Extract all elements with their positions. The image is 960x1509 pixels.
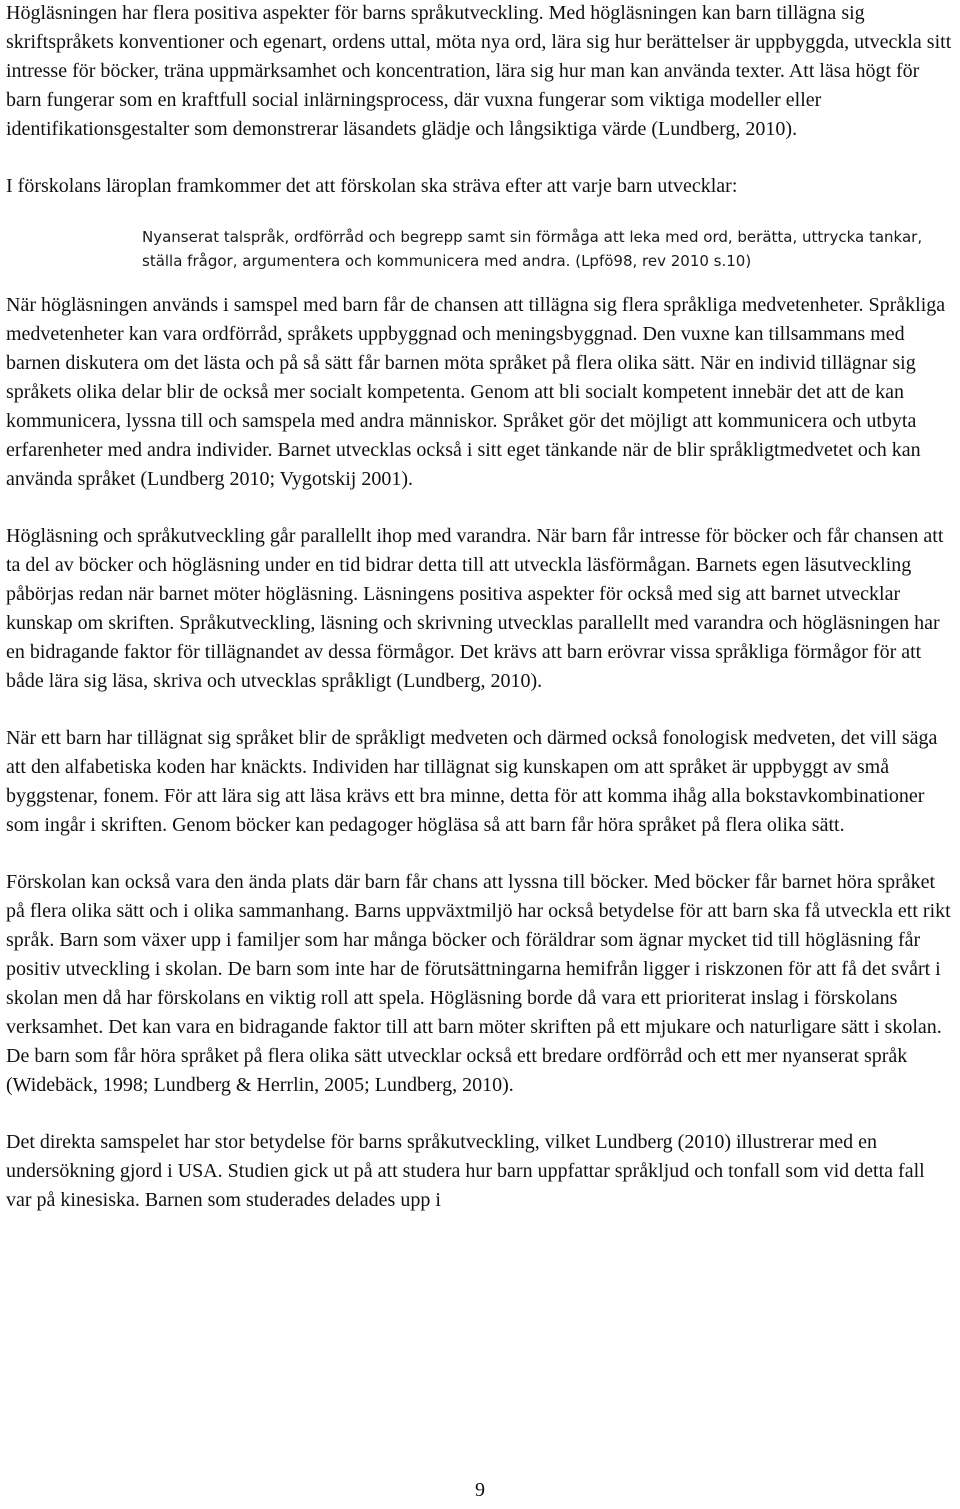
block-quote-curriculum: Nyanserat talspråk, ordförråd och begrepp samt sin förmåga att leka med ord, berätta, uttrycka tankar, ställa frågor, argumentera och kommunicera med andra. (Lpfö98, rev 2010 s.10) [142,228,923,270]
paragraph-parallel-development: Högläsning och språkutveckling går parallellt ihop med varandra. När barn får intresse för böcker och får chansen att ta del av böcker och högläsning under en tid bidrar detta till att utveckla läsförmågan. Barnets egen läsutveckling påbörjas redan när barnet möter högläsning. Läsningens positiva aspekter för också med sig att barnet utvecklar kunskap om skriften. Språkutveckling, läsning och skrivning utvecklas parallellt med varandra och högläsningen har en bidragande faktor för tillägnandet av dessa förmågor. Det krävs att barn erövrar vissa språkliga förmågor för att både lära sig läsa, skriva och utvecklas språkligt (Lundberg, 2010). [6,525,944,692]
paragraph-language-awareness: När högläsningen används i samspel med barn får de chansen att tillägna sig flera språkliga medvetenheter. Språkliga medvetenheter kan vara ordförråd, språkets uppbyggnad och meningsbyggnad. Den vuxne kan tillsammans med barnen diskutera om det lästa och på så sätt får barnen möta språket på flera olika sätt. När en individ tillägnar sig språkets olika delar blir de också mer socialt kompetenta. Genom att bli socialt kompetent innebär det att de kan kommunicera, lyssna till och samspela med andra människor. Språket gör det möjligt att kommunicera och utbyta erfarenheter med andra individer. Barnet utvecklas också i sitt eget tänkande när de blir språkligtmedvetet och kan använda språket (Lundberg 2010; Vygotskij 2001). [6,294,946,490]
paragraph-phonological-awareness: När ett barn har tillägnat sig språket blir de språkligt medveten och därmed också fonologisk medveten, det vill säga att den alfabetiska koden har knäckts. Individen har tillägnat sig kunskapen om att språket är uppbyggt av små byggstenar, fonem. För att lära sig att läsa krävs ett bra minne, detta för att komma ihåg alla bokstavkombinationer som ingår i skriften. Genom böcker kan pedagoger högläsa så att barn får höra språket på flera olika sätt. [6,727,938,836]
paragraph-curriculum-intro: I förskolans läroplan framkommer det att förskolan ska sträva efter att varje barn utvecklar: [6,175,738,197]
paragraph-direct-interaction: Det direkta samspelet har stor betydelse för barns språkutveckling, vilket Lundberg (2010) illustrerar med en undersökning gjord i USA. Studien gick ut på att studera hur barn uppfattar språkljud och tonfall som vid detta fall var på kinesiska. Barnen som studerades delades upp i [6,1131,925,1211]
page-body [6,0,954,1243]
paragraph-read-aloud-benefits: Högläsningen har flera positiva aspekter för barns språkutveckling. Med högläsningen kan barn tillägna sig skriftspråkets konventioner och egenart, ordens uttal, möta nya ord, lära sig hur berättelser är uppbyggda, utveckla sitt intresse för böcker, träna uppmärksamhet och koncentration, lära sig hur man kan använda texter. Att läsa högt för barn fungerar som en kraftfull social inlärningsprocess, där vuxna fungerar som viktiga modeller eller identifikationsgestalter som demonstrerar läsandets glädje och långsiktiga värde (Lundberg, 2010). [6,2,952,140]
paragraph-preschool-role: Förskolan kan också vara den ända plats där barn får chans att lyssna till böcker. Med böcker får barnet höra språket på flera olika sätt och i olika sammanhang. Barns uppväxtmiljö har också betydelse för att barn ska få utveckla ett rikt språk. Barn som växer upp i familjer som har många böcker och föräldrar som ägnar mycket tid till högläsning får positiv utveckling i skolan. De barn som inte har de förutsättningarna hemifrån ligger i riskzonen för att få det svårt i skolan men då har förskolans en viktig roll att spela. Högläsning borde då vara ett prioriterat inslag i förskolans verksamhet. Det kan vara en bidragande faktor till att barn möter skriften på ett mjukare och naturligare sätt i skolan. De barn som får höra språket på flera olika sätt utvecklar också ett bredare ordförråd och ett mer nyanserat språk (Widebäck, 1998; Lundberg & Herrlin, 2005; Lundberg, 2010). [6,871,951,1096]
page-number: 9 [475,1479,485,1501]
